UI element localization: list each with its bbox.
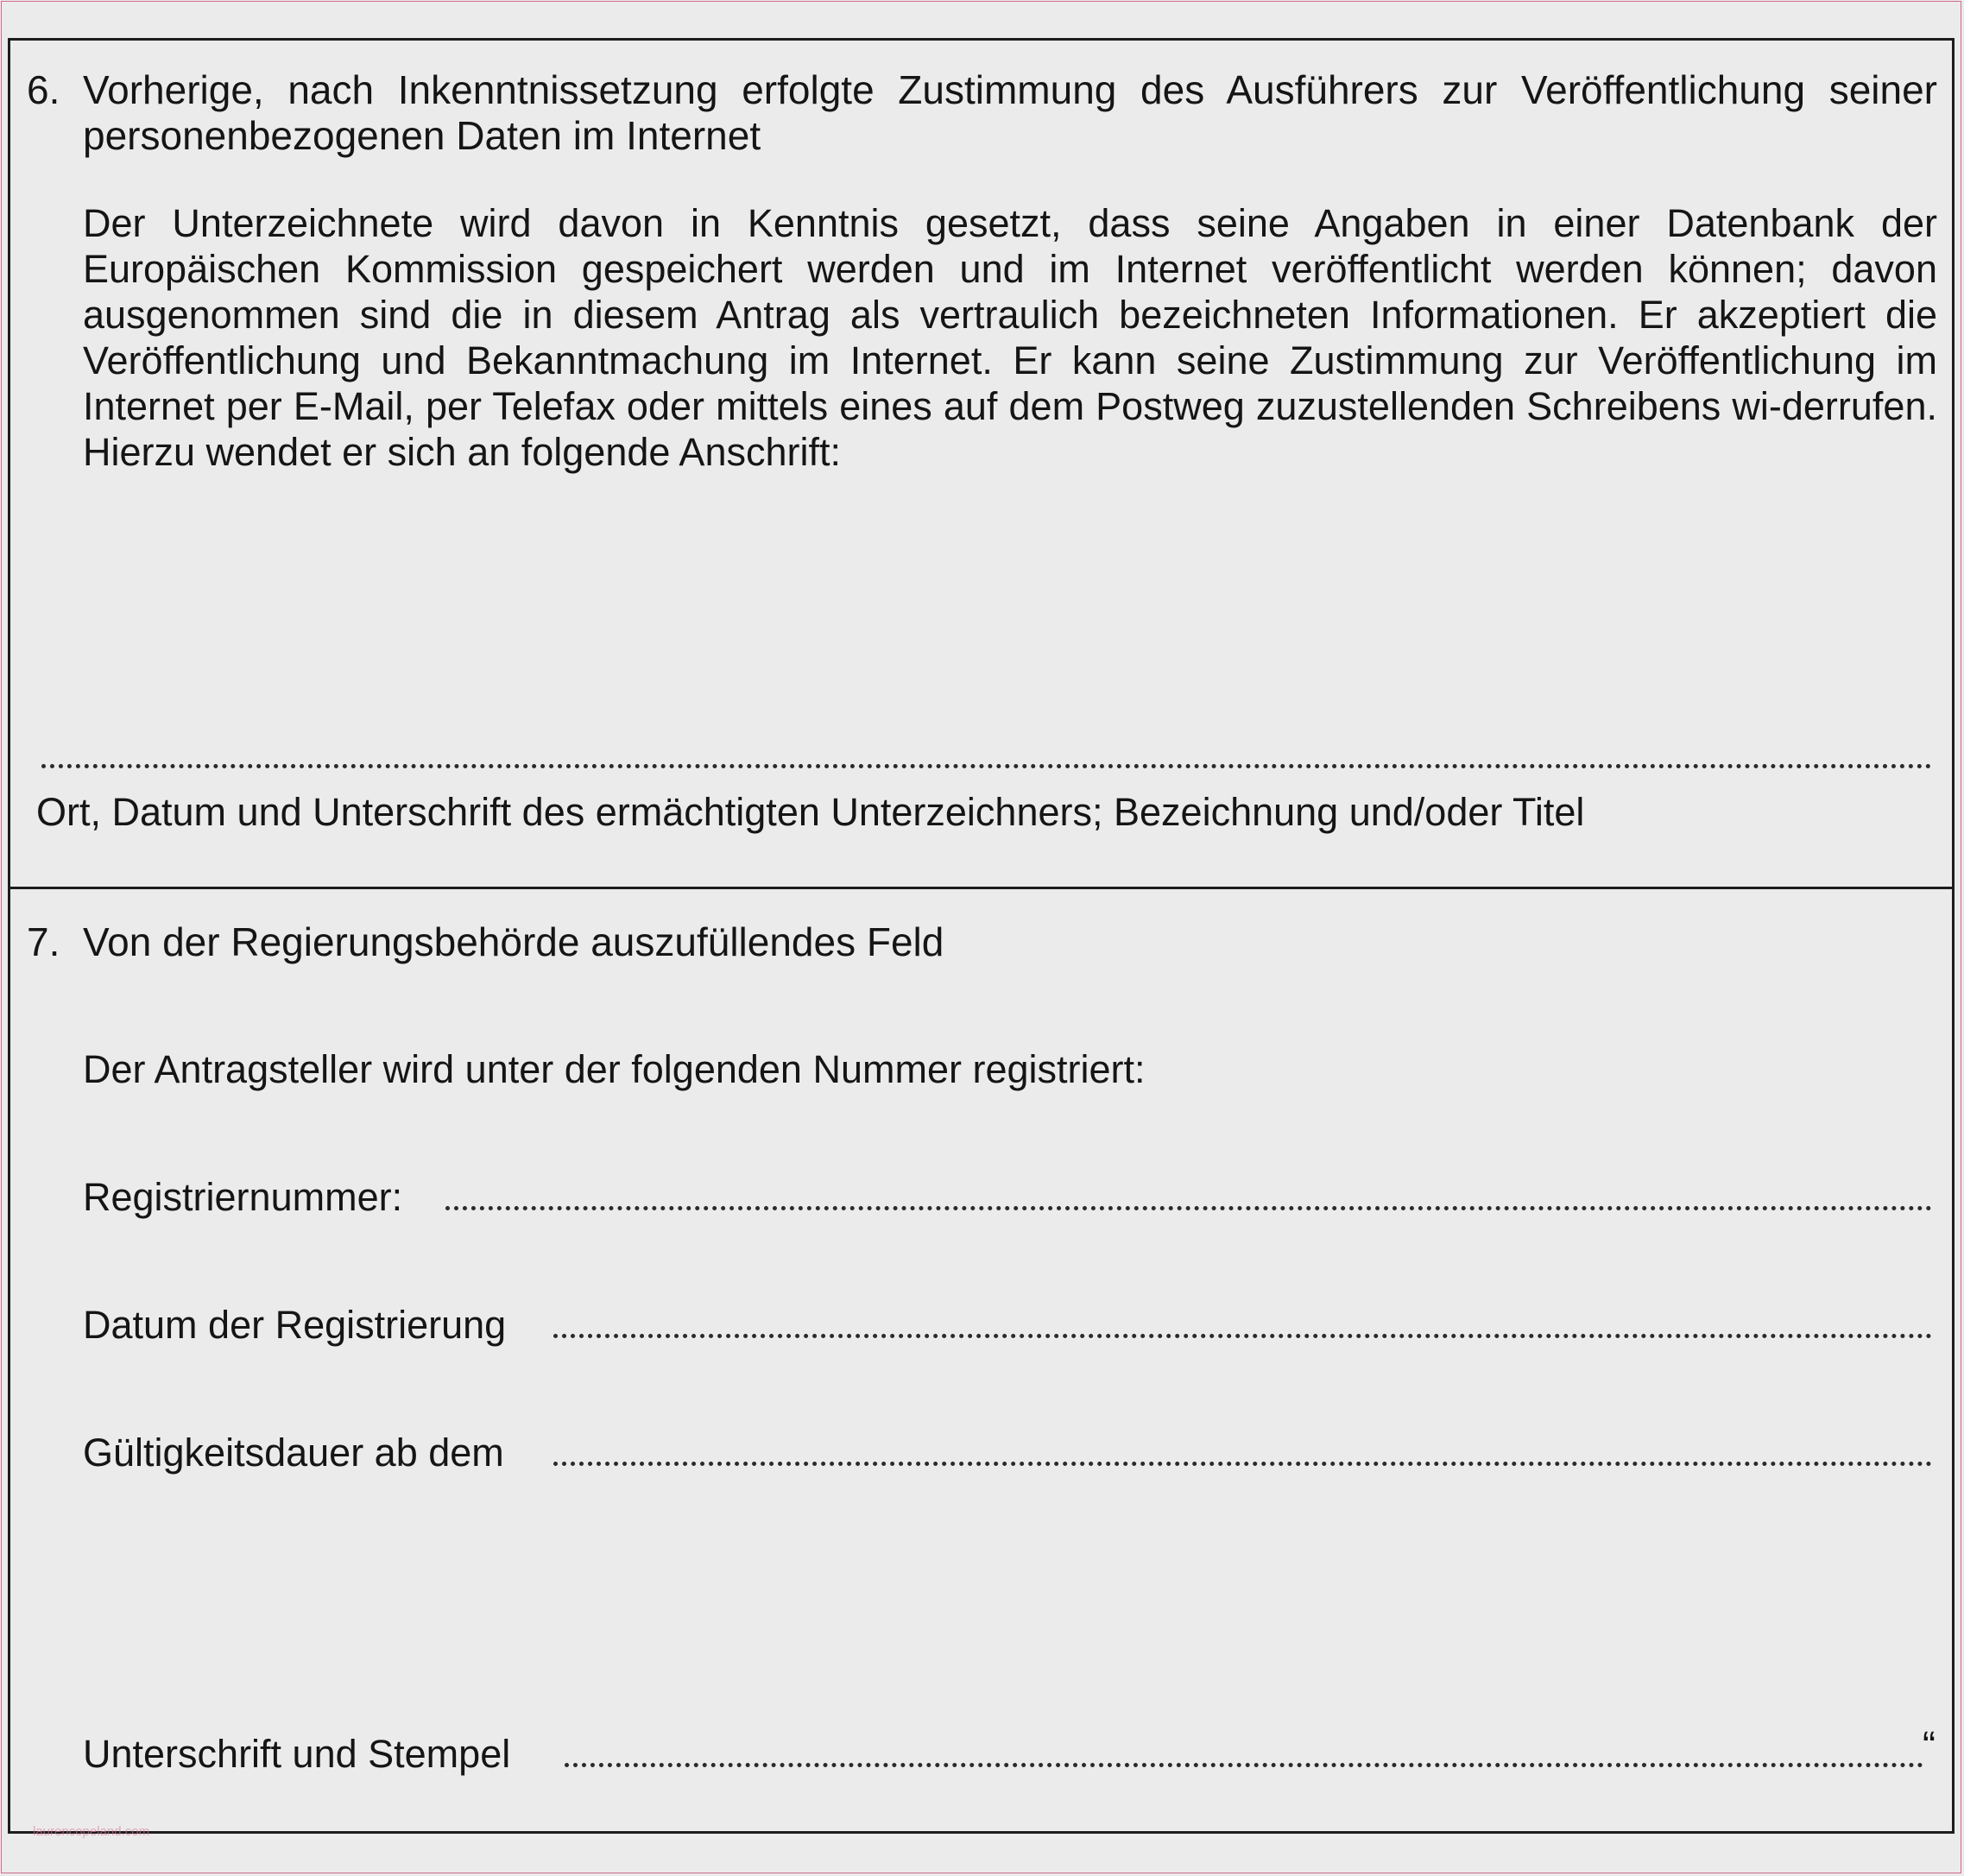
registration-date-field[interactable] — [553, 1334, 1932, 1338]
validity-label: Gültigkeitsdauer ab dem — [83, 1431, 504, 1475]
registration-number-label: Registriernummer: — [83, 1175, 403, 1219]
signature-caption: Ort, Datum und Unterschrift des ermächtigten Unterzeichners; Bezeichnung und/oder Titel — [36, 790, 1585, 834]
registration-number-field[interactable] — [445, 1206, 1932, 1210]
registration-intro: Der Antragsteller wird unter der folgenden Nummer registriert: — [83, 1047, 1146, 1091]
section-7-number: 7. — [27, 919, 60, 964]
section-divider — [8, 887, 1955, 889]
section-6-paragraph: Der Unterzeichnete wird davon in Kenntnis gesetzt, dass seine Angaben in einer Datenbank der Europäischen Kommission gespeichert werden und im Internet veröffentlicht werden können; davon ausgenommen sind die in diesem Antrag als vertraulich bezeichneten Informationen. Er akzeptiert die Veröffentlichung und Bekanntmachung im Internet. Er kann seine Zustimmung zur Veröffentlichung im Internet per E-Mail, per Telefax oder mittels eines auf dem Postweg zuzustellenden Schreibens wi-derrufen. Hierzu wendet er sich an folgende Anschrift: — [83, 201, 1937, 474]
signature-stamp-label: Unterschrift und Stempel — [83, 1732, 511, 1776]
registration-date-label: Datum der Registrierung — [83, 1303, 507, 1347]
validity-field[interactable] — [553, 1462, 1932, 1466]
signature-stamp-field[interactable] — [565, 1763, 1923, 1767]
section-7-heading: Von der Regierungsbehörde auszufüllendes Feld — [83, 919, 944, 964]
closing-quote: “ — [1923, 1723, 1936, 1767]
signature-dotted-line[interactable] — [41, 764, 1932, 768]
section-6-heading: Vorherige, nach Inkenntnissetzung erfolgte Zustimmung des Ausführers zur Veröffentlichung seiner personenbezogenen Daten im Internet — [83, 67, 1937, 158]
section-6-number: 6. — [27, 67, 60, 112]
watermark: laurencopeland.com — [33, 1824, 150, 1839]
